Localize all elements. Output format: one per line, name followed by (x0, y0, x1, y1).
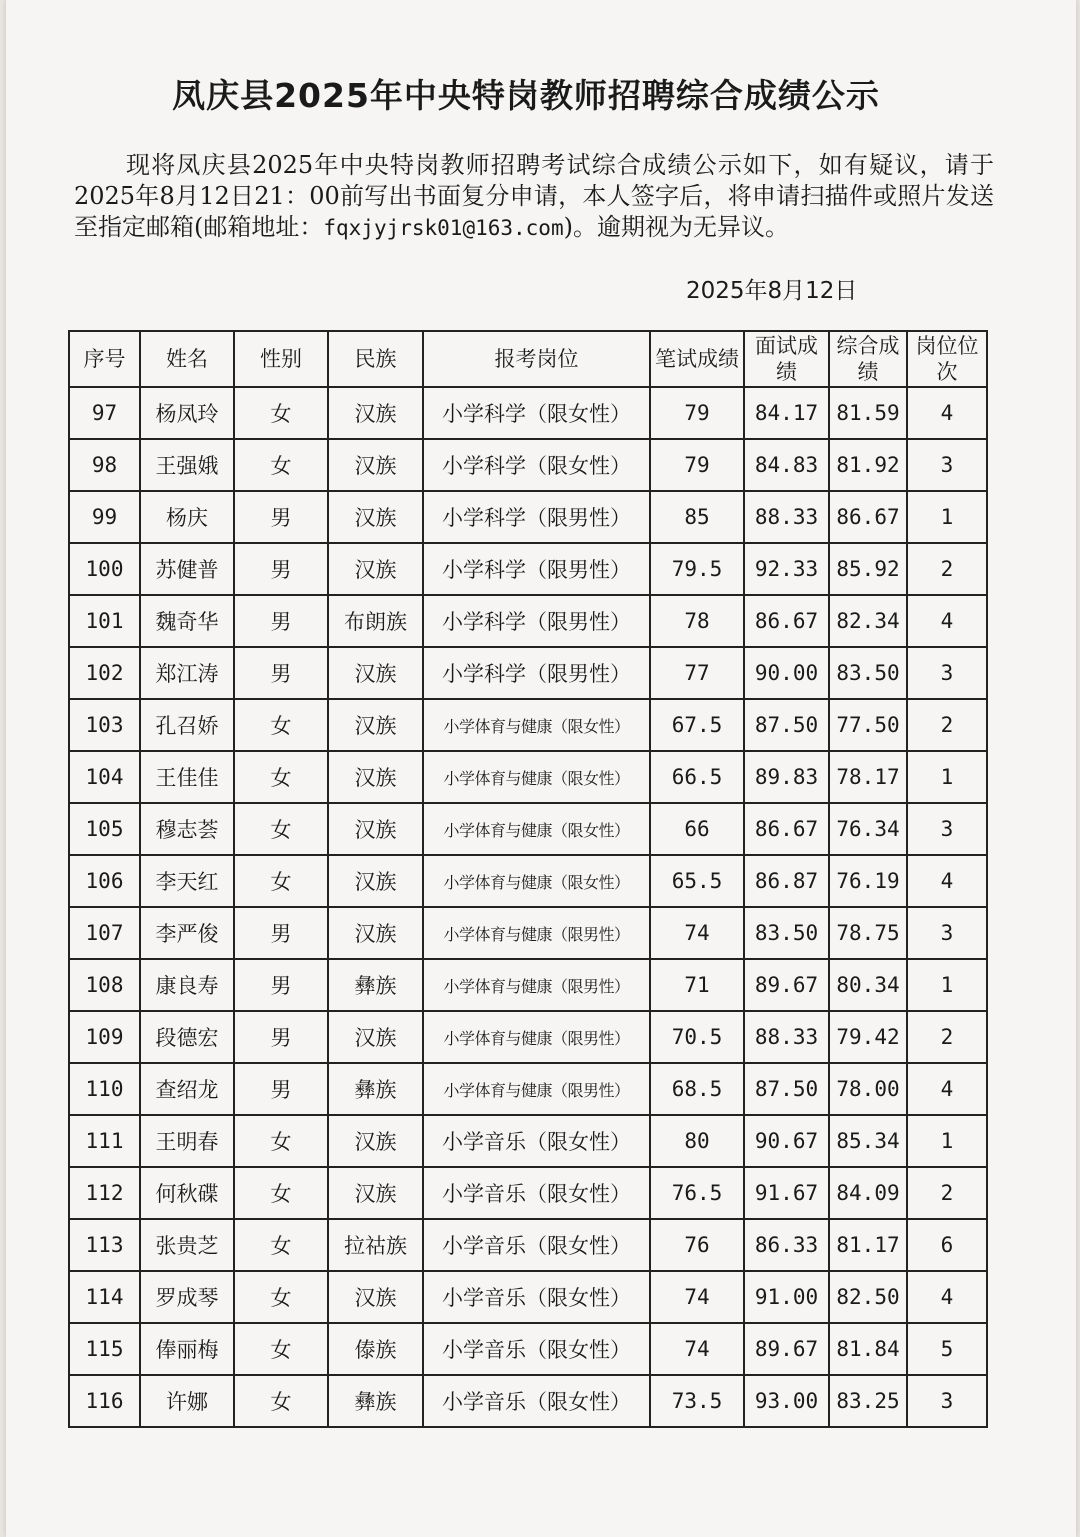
cell-gender: 女 (234, 803, 328, 855)
cell-interview: 87.50 (744, 1063, 829, 1115)
cell-rank: 4 (907, 1063, 987, 1115)
cell-composite: 85.92 (829, 543, 907, 595)
cell-written: 74 (650, 1271, 744, 1323)
cell-written: 78 (650, 595, 744, 647)
cell-post: 小学科学（限男性） (423, 595, 650, 647)
cell-post: 小学音乐（限女性） (423, 1219, 650, 1271)
cell-rank: 2 (907, 699, 987, 751)
cell-written: 80 (650, 1115, 744, 1167)
table-row (69, 1063, 987, 1115)
cell-post: 小学体育与健康（限男性） (423, 959, 650, 1011)
cell-name: 李严俊 (140, 907, 234, 959)
cell-ethnicity: 傣族 (328, 1323, 423, 1375)
cell-gender: 女 (234, 1375, 328, 1427)
cell-name: 杨凤玲 (140, 387, 234, 439)
cell-interview: 91.67 (744, 1167, 829, 1219)
table-row (69, 959, 987, 1011)
cell-gender: 女 (234, 1323, 328, 1375)
cell-gender: 女 (234, 1271, 328, 1323)
cell-composite: 81.92 (829, 439, 907, 491)
cell-rank: 3 (907, 803, 987, 855)
cell-rank: 2 (907, 1011, 987, 1063)
cell-ethnicity: 汉族 (328, 543, 423, 595)
cell-written: 66.5 (650, 751, 744, 803)
table-row (69, 699, 987, 751)
cell-rank: 5 (907, 1323, 987, 1375)
cell-rank: 3 (907, 1375, 987, 1427)
cell-ethnicity: 汉族 (328, 751, 423, 803)
cell-rank: 1 (907, 1115, 987, 1167)
cell-gender: 女 (234, 855, 328, 907)
cell-composite: 82.34 (829, 595, 907, 647)
cell-ethnicity: 汉族 (328, 647, 423, 699)
cell-written: 73.5 (650, 1375, 744, 1427)
cell-composite: 78.17 (829, 751, 907, 803)
header-ethnicity: 民族 (328, 331, 423, 387)
cell-post: 小学体育与健康（限男性） (423, 1063, 650, 1115)
cell-name: 张贵芝 (140, 1219, 234, 1271)
cell-ethnicity: 汉族 (328, 491, 423, 543)
cell-seq: 102 (69, 647, 140, 699)
cell-rank: 2 (907, 1167, 987, 1219)
header-interview: 面试成绩 (744, 331, 829, 387)
table-row (69, 1115, 987, 1167)
cell-written: 77 (650, 647, 744, 699)
cell-composite: 81.84 (829, 1323, 907, 1375)
cell-seq: 109 (69, 1011, 140, 1063)
cell-post: 小学科学（限男性） (423, 647, 650, 699)
cell-seq: 104 (69, 751, 140, 803)
cell-seq: 111 (69, 1115, 140, 1167)
cell-seq: 116 (69, 1375, 140, 1427)
cell-written: 79 (650, 439, 744, 491)
cell-seq: 107 (69, 907, 140, 959)
cell-rank: 1 (907, 751, 987, 803)
cell-composite: 78.75 (829, 907, 907, 959)
cell-composite: 83.25 (829, 1375, 907, 1427)
cell-interview: 84.17 (744, 387, 829, 439)
cell-seq: 106 (69, 855, 140, 907)
cell-seq: 115 (69, 1323, 140, 1375)
cell-interview: 88.33 (744, 1011, 829, 1063)
cell-gender: 男 (234, 959, 328, 1011)
cell-interview: 93.00 (744, 1375, 829, 1427)
header-gender: 性别 (234, 331, 328, 387)
cell-ethnicity: 拉祜族 (328, 1219, 423, 1271)
cell-seq: 103 (69, 699, 140, 751)
cell-ethnicity: 汉族 (328, 699, 423, 751)
cell-seq: 112 (69, 1167, 140, 1219)
cell-rank: 3 (907, 647, 987, 699)
cell-rank: 1 (907, 959, 987, 1011)
cell-written: 85 (650, 491, 744, 543)
table-row (69, 1271, 987, 1323)
cell-name: 查绍龙 (140, 1063, 234, 1115)
header-post: 报考岗位 (423, 331, 650, 387)
cell-gender: 女 (234, 387, 328, 439)
cell-post: 小学音乐（限女性） (423, 1115, 650, 1167)
cell-interview: 87.50 (744, 699, 829, 751)
cell-rank: 3 (907, 439, 987, 491)
cell-seq: 110 (69, 1063, 140, 1115)
header-seq: 序号 (69, 331, 140, 387)
header-written: 笔试成绩 (650, 331, 744, 387)
cell-interview: 83.50 (744, 907, 829, 959)
cell-rank: 6 (907, 1219, 987, 1271)
cell-ethnicity: 汉族 (328, 1011, 423, 1063)
cell-written: 65.5 (650, 855, 744, 907)
cell-interview: 86.67 (744, 595, 829, 647)
cell-written: 76.5 (650, 1167, 744, 1219)
cell-gender: 女 (234, 751, 328, 803)
cell-name: 王明春 (140, 1115, 234, 1167)
cell-seq: 114 (69, 1271, 140, 1323)
cell-post: 小学音乐（限女性） (423, 1271, 650, 1323)
table-header-row (69, 331, 987, 387)
cell-post: 小学体育与健康（限女性） (423, 699, 650, 751)
cell-interview: 91.00 (744, 1271, 829, 1323)
table-row (69, 491, 987, 543)
cell-rank: 1 (907, 491, 987, 543)
table-row (69, 1323, 987, 1375)
table-row (69, 1167, 987, 1219)
cell-name: 魏奇华 (140, 595, 234, 647)
cell-rank: 4 (907, 387, 987, 439)
cell-gender: 女 (234, 1219, 328, 1271)
score-table (68, 330, 988, 1428)
cell-seq: 98 (69, 439, 140, 491)
cell-written: 79.5 (650, 543, 744, 595)
cell-composite: 83.50 (829, 647, 907, 699)
cell-name: 俸丽梅 (140, 1323, 234, 1375)
cell-post: 小学科学（限男性） (423, 491, 650, 543)
cell-seq: 99 (69, 491, 140, 543)
table-row (69, 1011, 987, 1063)
cell-gender: 男 (234, 543, 328, 595)
cell-name: 段德宏 (140, 1011, 234, 1063)
cell-interview: 90.00 (744, 647, 829, 699)
cell-written: 71 (650, 959, 744, 1011)
cell-post: 小学科学（限女性） (423, 439, 650, 491)
email-address: fqxjyjrsk01@163.com (323, 216, 564, 240)
cell-name: 何秋碟 (140, 1167, 234, 1219)
cell-composite: 76.19 (829, 855, 907, 907)
cell-written: 67.5 (650, 699, 744, 751)
header-rank: 岗位位次 (907, 331, 987, 387)
cell-name: 孔召娇 (140, 699, 234, 751)
cell-composite: 82.50 (829, 1271, 907, 1323)
cell-composite: 79.42 (829, 1011, 907, 1063)
cell-gender: 男 (234, 647, 328, 699)
cell-ethnicity: 汉族 (328, 1167, 423, 1219)
cell-ethnicity: 汉族 (328, 855, 423, 907)
cell-ethnicity: 汉族 (328, 803, 423, 855)
cell-name: 康良寿 (140, 959, 234, 1011)
table-row (69, 855, 987, 907)
cell-name: 许娜 (140, 1375, 234, 1427)
table-row (69, 439, 987, 491)
table-row (69, 595, 987, 647)
cell-gender: 男 (234, 595, 328, 647)
cell-post: 小学科学（限男性） (423, 543, 650, 595)
cell-gender: 男 (234, 1063, 328, 1115)
cell-composite: 77.50 (829, 699, 907, 751)
cell-gender: 男 (234, 907, 328, 959)
table-row (69, 907, 987, 959)
cell-rank: 4 (907, 855, 987, 907)
cell-composite: 84.09 (829, 1167, 907, 1219)
cell-post: 小学音乐（限女性） (423, 1375, 650, 1427)
cell-interview: 86.67 (744, 803, 829, 855)
cell-ethnicity: 布朗族 (328, 595, 423, 647)
cell-post: 小学科学（限女性） (423, 387, 650, 439)
cell-composite: 86.67 (829, 491, 907, 543)
cell-post: 小学体育与健康（限男性） (423, 907, 650, 959)
cell-ethnicity: 彝族 (328, 1375, 423, 1427)
publish-date: 2025年8月12日 (686, 278, 858, 304)
cell-composite: 81.17 (829, 1219, 907, 1271)
cell-rank: 3 (907, 907, 987, 959)
notice-paragraph (74, 150, 994, 244)
cell-seq: 108 (69, 959, 140, 1011)
cell-gender: 女 (234, 1167, 328, 1219)
cell-written: 79 (650, 387, 744, 439)
cell-interview: 92.33 (744, 543, 829, 595)
cell-written: 74 (650, 907, 744, 959)
cell-ethnicity: 汉族 (328, 1271, 423, 1323)
cell-ethnicity: 汉族 (328, 387, 423, 439)
cell-composite: 85.34 (829, 1115, 907, 1167)
cell-post: 小学体育与健康（限女性） (423, 751, 650, 803)
cell-gender: 男 (234, 1011, 328, 1063)
cell-rank: 2 (907, 543, 987, 595)
cell-name: 杨庆 (140, 491, 234, 543)
cell-name: 罗成琴 (140, 1271, 234, 1323)
cell-name: 郑江涛 (140, 647, 234, 699)
cell-interview: 86.87 (744, 855, 829, 907)
cell-gender: 女 (234, 1115, 328, 1167)
cell-name: 王强娥 (140, 439, 234, 491)
cell-gender: 女 (234, 699, 328, 751)
cell-ethnicity: 汉族 (328, 439, 423, 491)
cell-name: 王佳佳 (140, 751, 234, 803)
cell-seq: 97 (69, 387, 140, 439)
cell-gender: 男 (234, 491, 328, 543)
cell-written: 68.5 (650, 1063, 744, 1115)
table-row (69, 751, 987, 803)
cell-interview: 89.67 (744, 1323, 829, 1375)
document-page (6, 0, 1076, 1537)
notice-text-end: )。逾期视为无异议。 (563, 213, 789, 241)
cell-post: 小学音乐（限女性） (423, 1323, 650, 1375)
cell-interview: 89.67 (744, 959, 829, 1011)
cell-composite: 76.34 (829, 803, 907, 855)
cell-gender: 女 (234, 439, 328, 491)
cell-post: 小学体育与健康（限男性） (423, 1011, 650, 1063)
table-row (69, 647, 987, 699)
cell-ethnicity: 彝族 (328, 959, 423, 1011)
cell-composite: 80.34 (829, 959, 907, 1011)
cell-ethnicity: 汉族 (328, 907, 423, 959)
cell-name: 苏健普 (140, 543, 234, 595)
cell-name: 穆志荟 (140, 803, 234, 855)
cell-ethnicity: 汉族 (328, 1115, 423, 1167)
cell-post: 小学音乐（限女性） (423, 1167, 650, 1219)
cell-written: 74 (650, 1323, 744, 1375)
table-row (69, 1219, 987, 1271)
cell-rank: 4 (907, 595, 987, 647)
notice-text: 现将凤庆县2025年中央特岗教师招聘考试综合成绩公示如下，如有疑议，请于2025年8月12日21：00前写出书面复分申请，本人签字后，将申请扫描件或照片发送至指定邮箱(邮箱地址： (74, 151, 994, 241)
cell-seq: 100 (69, 543, 140, 595)
cell-rank: 4 (907, 1271, 987, 1323)
page-title: 凤庆县2025年中央特岗教师招聘综合成绩公示 (172, 76, 880, 115)
cell-written: 66 (650, 803, 744, 855)
cell-post: 小学体育与健康（限女性） (423, 803, 650, 855)
cell-written: 76 (650, 1219, 744, 1271)
header-name: 姓名 (140, 331, 234, 387)
cell-interview: 89.83 (744, 751, 829, 803)
header-composite: 综合成绩 (829, 331, 907, 387)
cell-seq: 113 (69, 1219, 140, 1271)
cell-seq: 105 (69, 803, 140, 855)
table-row (69, 543, 987, 595)
cell-post: 小学体育与健康（限女性） (423, 855, 650, 907)
table-row (69, 387, 987, 439)
cell-seq: 101 (69, 595, 140, 647)
cell-composite: 78.00 (829, 1063, 907, 1115)
table-row (69, 1375, 987, 1427)
cell-interview: 90.67 (744, 1115, 829, 1167)
cell-interview: 86.33 (744, 1219, 829, 1271)
cell-name: 李天红 (140, 855, 234, 907)
cell-written: 70.5 (650, 1011, 744, 1063)
cell-interview: 84.83 (744, 439, 829, 491)
cell-interview: 88.33 (744, 491, 829, 543)
cell-composite: 81.59 (829, 387, 907, 439)
table-row (69, 803, 987, 855)
cell-ethnicity: 彝族 (328, 1063, 423, 1115)
